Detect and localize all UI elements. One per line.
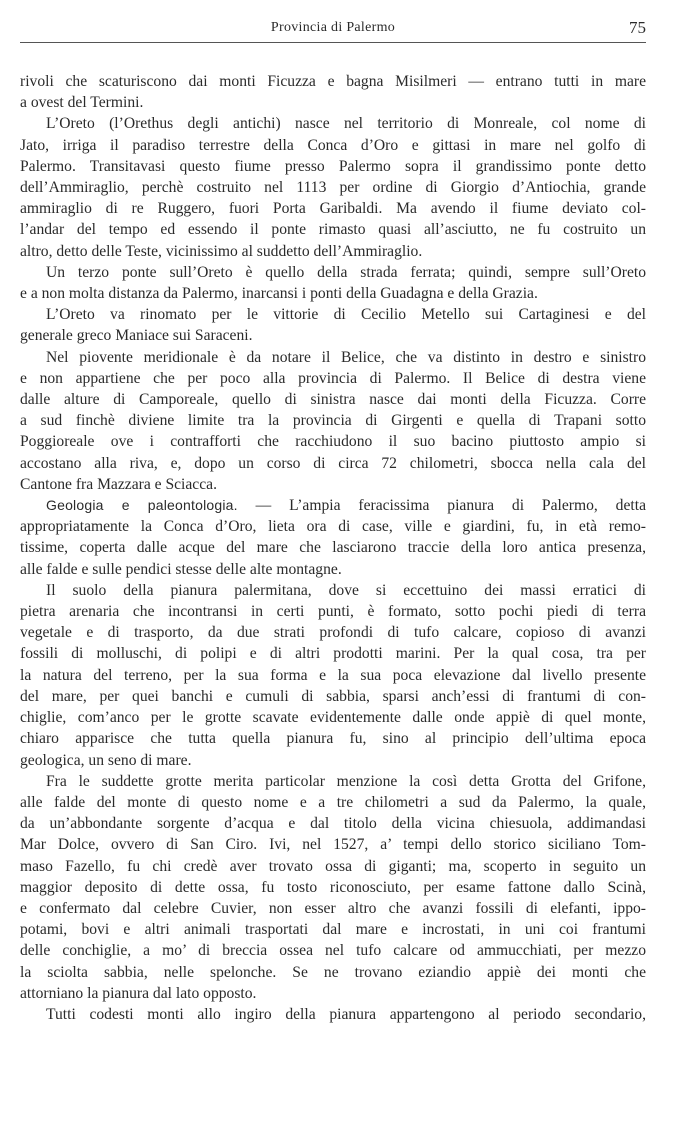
text-line: L’Oreto va rinomato per le vittorie di Cecilio Metello sui Cartaginesi e del [46,306,646,324]
text-line: e non appartiene che per poco alla provincia di Palermo. Il Belice di destra viene [20,369,646,387]
text-line: l’andar del tempo ed essendo il ponte rimasto quasi all’asciutto, ne fu costruito un [20,221,646,239]
text-line: da un’abbondante sorgente d’acqua e dal titolo della vicina chiesuola, addimandasi [20,815,646,833]
text-line: a sud finchè diviene limite tra la provincia di Girgenti e quella di Trapani sotto [20,412,646,430]
text-line: a ovest del Termini. [20,94,144,112]
text-line: Poggioreale ove i contrafforti che racchiudono il suo bacino piuttosto ampio si [20,433,646,451]
text-line: vegetale e di trasporto, da due strati profondi di tufo calcare, copioso di avanzi [20,624,646,642]
page-number: 75 [629,18,646,37]
text-line: generale greco Maniace sui Saraceni. [20,327,253,345]
section-heading: Geologia e paleontologia. [46,497,238,514]
text-line: attorniano la pianura dal lato opposto. [20,984,257,1002]
text-line: del mare, per quei banchi e cumuli di sabbia, sparsi anch’essi di frantumi di con- [20,687,646,705]
text-line: alle falde del monte di questo nome e a tre chilometri a sud da Palermo, la quale, [20,793,646,811]
running-title: Provincia di Palermo [270,20,396,35]
text-line: dell’Ammiraglio, perchè costruito nel 1113 per ordine di Giorgio d’Antiochia, grande [20,179,646,197]
text-line: Il suolo della pianura palermitana, dove si eccettuino dei massi erratici di [46,581,646,599]
text-line: Jato, irriga il paradiso terrestre della Conca d’Oro e gittasi in mare nel golfo di [20,136,646,154]
text-line: e a non molta distanza da Palermo, inarcansi i ponti della Guadagna e della Grazia. [20,285,538,303]
body-text [20,71,646,1025]
text-line: tissime, coperta dalle acque del mare che lasciarono traccie della loro antica presenza, [20,539,646,557]
text-line: rivoli che scaturiscono dai monti Ficuzza e bagna Misilmeri — entrano tutti in mare [20,73,646,90]
text-line: Un terzo ponte sull’Oreto è quello della strada ferrata; quindi, sempre sull’Oreto [46,263,646,281]
text-line: maso Fazello, fu chi credè aver trovato ossa di giganti; ma, scoperto in seguito un [20,857,646,875]
text-line: ammiraglio di re Ruggero, fuori Porta Garibaldi. Ma avendo il fiume deviato col- [20,200,646,218]
text-line: potami, bovi e altri animali trasportati dal mare e incrostati, in uni coi frantumi [20,921,646,939]
text-line: pietra arenaria che incontransi in certi punti, è formato, sotto pochi piedi di terra [20,603,646,621]
text-line: alle falde e sulle pendici stesse delle alte montagne. [20,560,342,578]
running-header [20,18,646,43]
text-line: L’Oreto (l’Orethus degli antichi) nasce nel territorio di Monreale, col nome di [46,115,646,133]
text-line: Mar Dolce, ovvero di San Ciro. Ivi, nel 1527, a’ tempi dello storico siciliano Tom- [20,836,646,854]
text-line: Palermo. Transitavasi questo fiume presso Palermo sopra il grandissimo ponte detto [20,157,646,175]
text-line: chiglie, com’anco per le grotte scavate evidentemente dalle onde appiè di quel monte, [20,709,646,727]
text-line: Fra le suddette grotte merita particolar menzione la così detta Grotta del Grifone, [46,772,646,790]
text-line: geologica, un seno di mare. [20,751,192,769]
text-line: Nel piovente meridionale è da notare il Belice, che va distinto in destro e sinistro [46,348,646,366]
text-line: Tutti codesti monti allo ingiro della pianura appartengono al periodo secondario, [46,1005,646,1023]
text-line: altro, detto delle Teste, vicinissimo al suddetto dell’Ammiraglio. [20,242,423,260]
text-line: dalle alture di Camporeale, quello di sinistra nasce dai monti della Ficuzza. Corre [20,391,646,409]
text-line: e confermato dal celebre Cuvier, non esser altro che avanzi fossili di elefanti, ippo- [20,899,646,917]
text-line: fossili di molluschi, di polipi e di altri prodotti marini. Per la qual cosa, tra per [20,645,646,663]
text-line: maggior deposito di dette ossa, fu tosto riconosciuto, per esame fattone dallo Scinà, [20,878,646,896]
text-line: la natura del terreno, per la sua forma e la sua poca elevazione dal livello presente [20,666,646,684]
text-line: Geologia e paleontologia. — L’ampia feracissima pianura di Palermo, detta [46,497,646,515]
text-line: chiaro apparisce che tutta quella pianura fu, sino al principio dell’ultima epoca [20,730,646,748]
text-line: delle conchiglie, a mo’ di breccia ossea nel tufo calcare od ammucchiati, per mezzo [20,942,646,960]
text-line: accostano alla riva, e, dopo un corso di circa 72 chilometri, sbocca nella cala del [20,454,646,472]
text-line: la sciolta sabbia, nelle spelonche. Se ne trovano eziandio appiè dei monti che [20,963,646,981]
text-line: Cantone fra Mazzara e Sciacca. [20,475,217,493]
text-line: appropriatamente la Conca d’Oro, lieta ora di case, ville e giardini, fu, in età remo- [20,518,646,536]
